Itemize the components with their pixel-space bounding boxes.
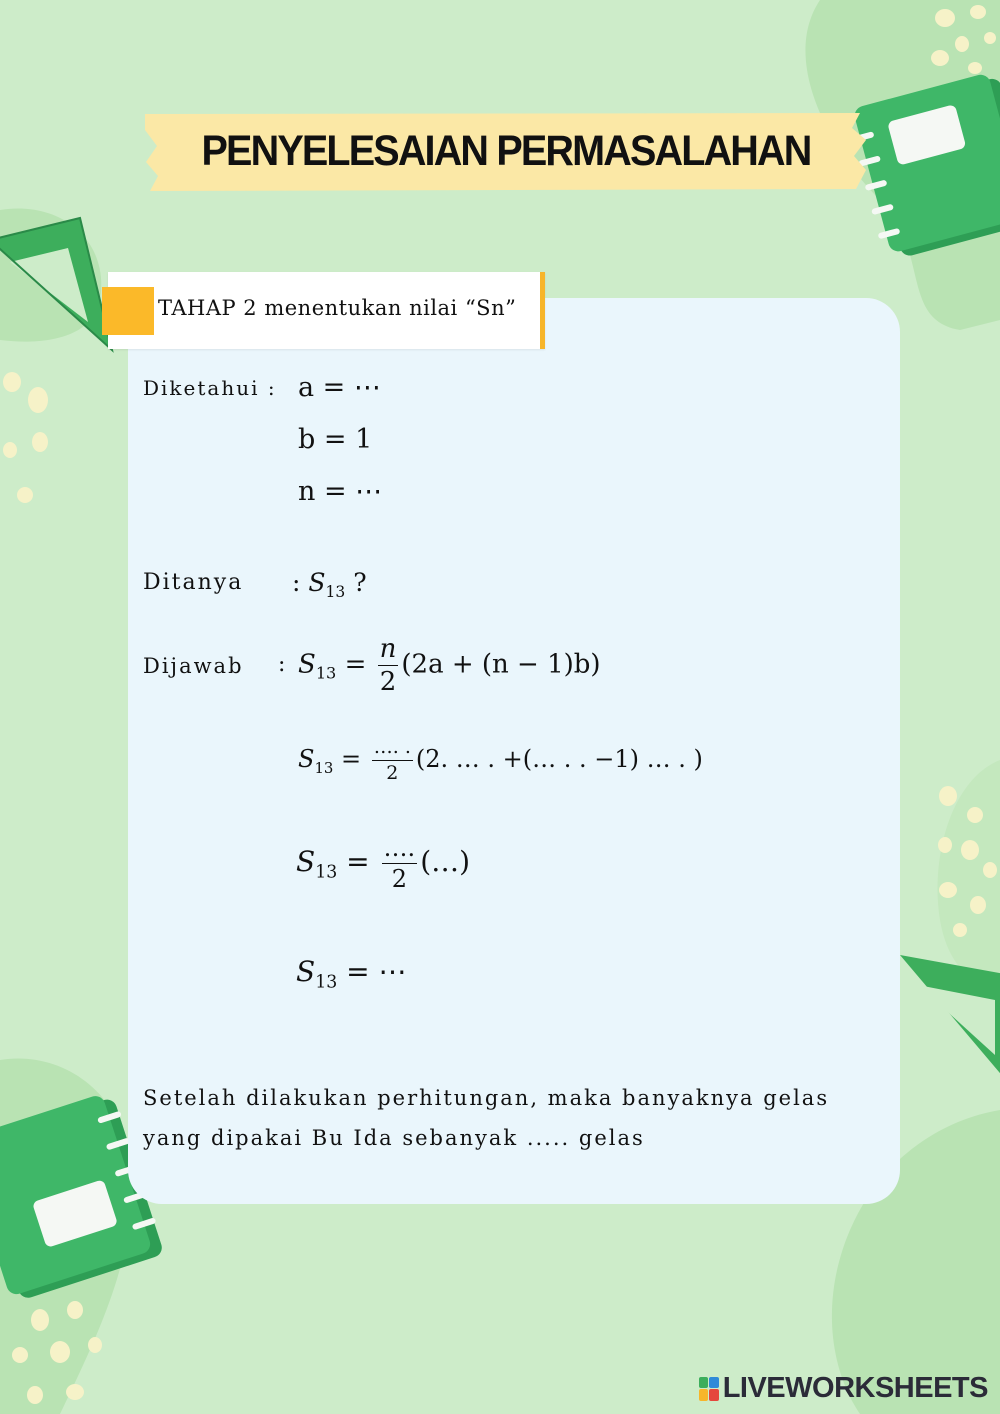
known-b: b = 1 — [298, 424, 373, 455]
liveworksheets-logo-mark — [699, 1377, 719, 1401]
answer-line-3: $S_{13}$ = $\frac{\dots.}{2}$ (…) — [296, 834, 471, 893]
answer-line-1: $S_{13}$ = $\frac{n}{2}$ (2a + (n − 1)b) — [298, 634, 601, 697]
liveworksheets-logo-text: LIVEWORKSHEETS — [722, 1372, 988, 1404]
answer-line-2: $S_{13}$ = $\frac{\dots. .}{2}$ (2. … . +(… . . −1) … . ) — [298, 736, 703, 784]
asked-expression: : $S_{13}$ ? — [292, 568, 367, 601]
conclusion-line-1: Setelah dilakukan perhitungan, maka banyaknya gelas — [143, 1086, 830, 1110]
known-a: a = ⋯ — [298, 372, 381, 403]
known-n: n = ⋯ — [298, 476, 383, 507]
answer-label: Dijawab — [143, 654, 244, 678]
ruler-triangle-right — [900, 955, 1000, 1085]
step-label: TAHAP 2 menentukan nilai “Sn” — [158, 296, 517, 320]
liveworksheets-logo[interactable] — [699, 1372, 988, 1405]
answer-colon: : — [278, 652, 286, 677]
conclusion-line-2: yang dipakai Bu Ida sebanyak ..... gelas — [143, 1126, 645, 1150]
step-square-marker — [102, 287, 154, 335]
conclusion-paragraph — [143, 1078, 863, 1158]
dots-left — [3, 372, 48, 503]
answer-line-4: $S_{13}$ = ⋯ — [296, 955, 407, 993]
asked-label: Ditanya — [143, 570, 244, 595]
known-label: Diketahui : — [143, 376, 277, 400]
page-title: PENYELESAIAN PERMASALAHAN — [201, 126, 811, 175]
